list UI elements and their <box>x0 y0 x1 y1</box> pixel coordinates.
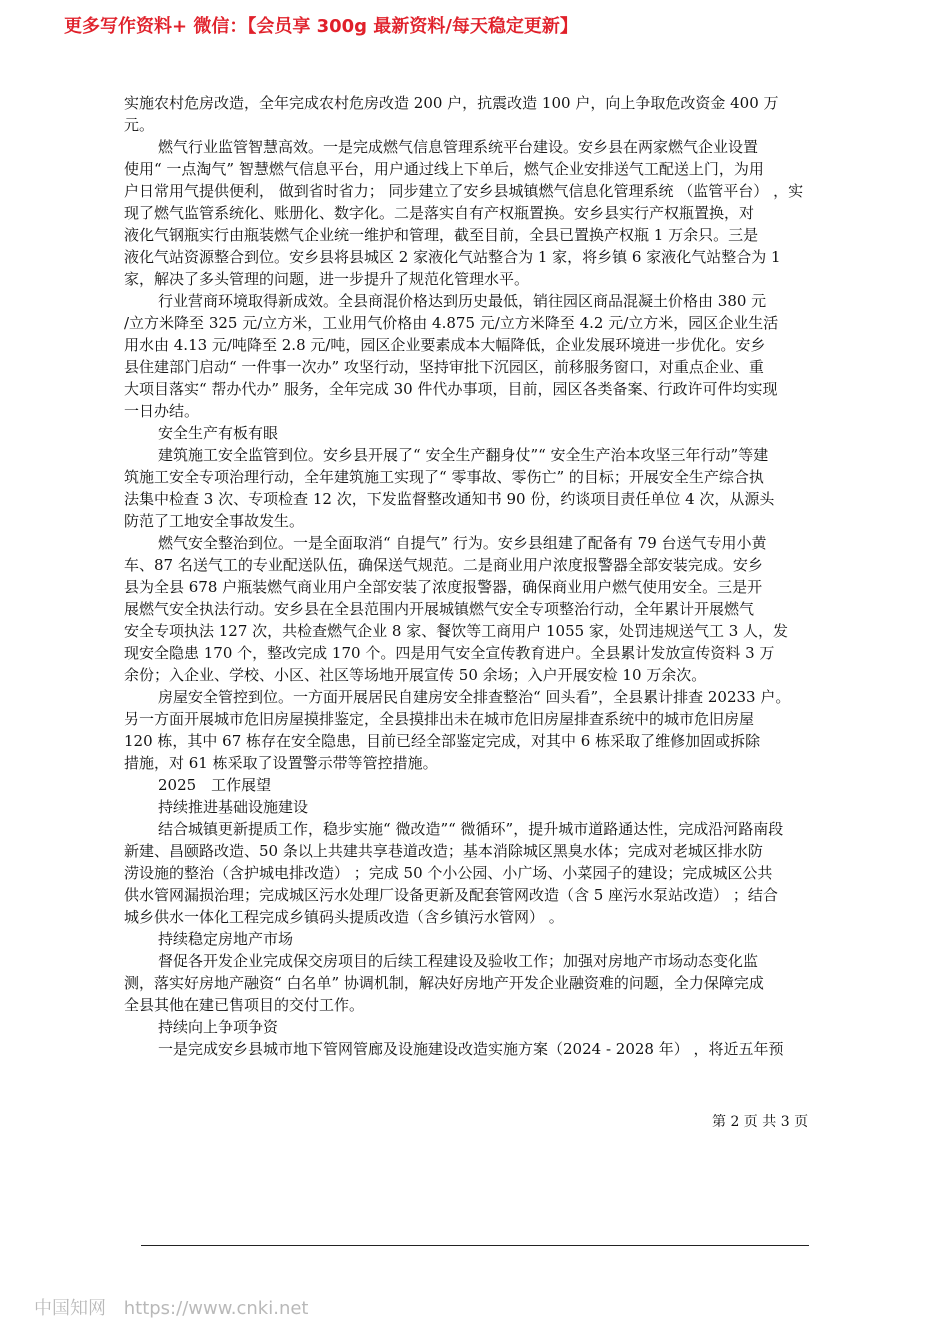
text-line: 结合城镇更新提质工作，稳步实施“ 微改造”“ 微循环”，提升城市道路通达性，完成沿河路南段 <box>158 820 784 838</box>
watermark <box>34 1294 308 1320</box>
text-line: 房屋安全管控到位。一方面开展居民自建房安全排查整治“ 回头看”，全县累计排查 20233 户。 <box>158 688 791 706</box>
text-line: 措施，对 61 栋采取了设置警示带等管控措施。 <box>124 754 438 772</box>
text-line: 防范了工地安全事故发生。 <box>124 512 305 530</box>
text-line: 车、87 名送气工的专业配送队伍，确保送气规范。二是商业用户浓度报警器全部安装完成。安乡 <box>124 556 763 574</box>
footer-divider <box>141 1245 809 1246</box>
watermark-url: https://www.cnki.net <box>123 1298 309 1319</box>
text-line: 城乡供水一体化工程完成乡镇码头提质改造（含乡镇污水管网） 。 <box>124 908 564 926</box>
text-line: 建筑施工安全监管到位。安乡县开展了“ 安全生产翻身仗”“ 安全生产治本攻坚三年行动”等建 <box>158 446 769 464</box>
text-line: 燃气行业监管智慧高效。一是完成燃气信息管理系统平台建设。安乡县在两家燃气企业设置 <box>158 138 759 156</box>
text-line: 安全专项执法 127 次，共检查燃气企业 8 家、餐饮等工商用户 1055 家，处罚违规送气工 3 人，发 <box>124 622 789 640</box>
text-line: 筑施工安全专项治理行动，全年建筑施工实现了“ 零事故、零伤亡” 的目标；开展安全生产综合执 <box>124 468 764 486</box>
text-line: 供水管网漏损治理；完成城区污水处理厂设备更新及配套管网改造（含 5 座污水泵站改造） ；结合 <box>124 886 778 904</box>
promo-banner: 更多写作资料+ 微信：【会员享 300g 最新资料/每天稳定更新】 <box>64 16 578 37</box>
text-line: 元。 <box>124 116 155 134</box>
text-line: 持续向上争项争资 <box>158 1018 279 1036</box>
text-line: 户日常用气提供便利， 做到省时省力； 同步建立了安乡县城镇燃气信息化管理系统 （监管平台） ，实 <box>124 182 804 200</box>
text-line: 使用“ 一点淘气” 智慧燃气信息平台，用户通过线上下单后，燃气企业安排送气工配送上门，为用 <box>124 160 764 178</box>
text-line: 县为全县 678 户瓶装燃气商业用户全部安装了浓度报警器，确保商业用户燃气使用安全。三是开 <box>124 578 763 596</box>
text-line: 持续推进基础设施建设 <box>158 798 309 816</box>
text-line: 液化气钢瓶实行由瓶装燃气企业统一维护和管理，截至目前，全县已置换产权瓶 1 万余只。三是 <box>124 226 759 244</box>
text-line: 新建、昌颐路改造、50 条以上共建共享巷道改造；基本消除城区黑臭水体；完成对老城区排水防 <box>124 842 763 860</box>
text-line: 全县其他在建已售项目的交付工作。 <box>124 996 365 1014</box>
text-line: 另一方面开展城市危旧房屋摸排鉴定，全县摸排出未在城市危旧房屋排查系统中的城市危旧房屋 <box>124 710 755 728</box>
document-body <box>124 92 830 1060</box>
text-line: 用水由 4.13 元/吨降至 2.8 元/吨，园区企业要素成本大幅降低，企业发展环境进一步优化。安乡 <box>124 336 766 354</box>
text-line: 一是完成安乡县城市地下管网管廊及设施建设改造实施方案（2024 - 2028 年） ，将近五年预 <box>158 1040 784 1058</box>
text-line: 120 栋，其中 67 栋存在安全隐患，目前已经全部鉴定完成，对其中 6 栋采取了维修加固或拆除 <box>124 732 761 750</box>
text-line: 现了燃气监管系统化、账册化、数字化。二是落实自有产权瓶置换。安乡县实行产权瓶置换，对 <box>124 204 755 222</box>
text-line: 县住建部门启动“ 一件事一次办” 攻坚行动，坚持审批下沉园区，前移服务窗口，对重点企业、重 <box>124 358 764 376</box>
text-line: 余份；入企业、学校、小区、社区等场地开展宣传 50 余场；入户开展安检 10 万余次。 <box>124 666 707 684</box>
text-line: 大项目落实“ 帮办代办” 服务，全年完成 30 件代办事项，目前，园区各类备案、行政许可件均实现 <box>124 380 778 398</box>
text-line: 液化气站资源整合到位。安乡县将县城区 2 家液化气站整合为 1 家，将乡镇 6 家液化气站整合为 1 <box>124 248 781 266</box>
text-line: 家，解决了多头管理的问题，进一步提升了规范化管理水平。 <box>124 270 530 288</box>
text-line: 安全生产有板有眼 <box>158 424 279 442</box>
text-line: 实施农村危房改造，全年完成农村危房改造 200 户，抗震改造 100 户，向上争取危改资金 400 万 <box>124 94 779 112</box>
text-line: 现安全隐患 170 个，整改完成 170 个。四是用气安全宣传教育进户。全县累计发放宣传资料 3 万 <box>124 644 775 662</box>
text-line: 测，落实好房地产融资“ 白名单” 协调机制，解决好房地产开发企业融资难的问题，全力保障完成 <box>124 974 764 992</box>
text-line: 展燃气安全执法行动。安乡县在全县范围内开展城镇燃气安全专项整治行动，全年累计开展燃气 <box>124 600 755 618</box>
watermark-brand: 中国知网 <box>34 1298 106 1319</box>
text-line: 燃气安全整治到位。一是全面取消“ 自提气” 行为。安乡县组建了配备有 79 台送气专用小黄 <box>158 534 767 552</box>
text-line: 行业营商环境取得新成效。全县商混价格达到历史最低，销往园区商品混凝土价格由 380 元 <box>158 292 767 310</box>
text-line: 涝设施的整治（含护城电排改造） ；完成 50 个小公园、小广场、小菜园子的建设；完成城区公共 <box>124 864 773 882</box>
text-line: /立方米降至 325 元/立方米，工业用气价格由 4.875 元/立方米降至 4.2 元/立方米，园区企业生活 <box>124 314 779 332</box>
page-number: 第 2 页 共 3 页 <box>712 1114 809 1130</box>
text-line: 法集中检查 3 次、专项检查 12 次，下发监督整改通知书 90 份，约谈项目责任单位 4 次，从源头 <box>124 490 775 508</box>
text-line: 一日办结。 <box>124 402 200 420</box>
text-line: 2025 工作展望 <box>158 776 272 794</box>
text-line: 督促各开发企业完成保交房项目的后续工程建设及验收工作；加强对房地产市场动态变化监 <box>158 952 759 970</box>
text-line: 持续稳定房地产市场 <box>158 930 294 948</box>
